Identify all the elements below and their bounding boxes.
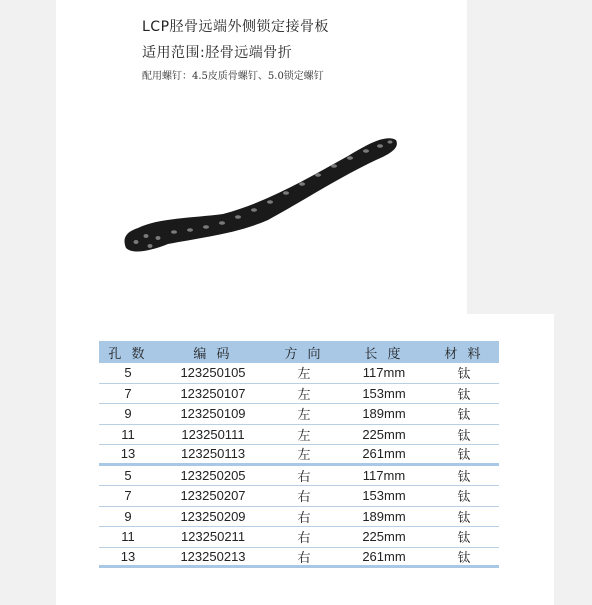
table-row [99,404,499,425]
cell-length: 153mm [362,385,406,401]
cell-direction: 左 [297,386,311,402]
cell-direction: 右 [297,489,311,505]
spec-table [99,341,499,568]
cell-material: 钛 [457,530,471,546]
table-row [99,527,499,548]
cell-length: 261mm [362,446,406,462]
table-header [99,341,499,363]
header-code: 编 码 [193,346,233,362]
cell-holes: 7 [124,385,132,401]
header-length: 长 度 [364,346,404,362]
product-title: LCP胫骨远端外侧锁定接骨板 [142,19,330,35]
cell-holes: 5 [124,467,132,483]
cell-length: 189mm [362,406,406,422]
cell-material: 钛 [457,447,471,463]
cell-material: 钛 [457,549,471,565]
table-row [99,548,499,569]
table-row [99,486,499,507]
cell-holes: 11 [121,529,135,545]
cell-direction: 右 [297,509,311,525]
cell-holes: 7 [124,488,132,504]
cell-material: 钛 [457,427,471,443]
cell-length: 117mm [362,467,406,483]
cell-material: 钛 [457,468,471,484]
scope-text: 适用范围:胫骨远端骨折 [142,45,293,61]
cell-material: 钛 [457,509,471,525]
cell-material: 钛 [457,407,471,423]
cell-code: 123250205 [180,467,246,483]
cell-holes: 13 [120,446,136,462]
cell-length: 117mm [362,365,406,381]
header-material: 材 料 [444,346,484,362]
table-row [99,507,499,528]
cell-length: 189mm [362,508,406,524]
cell-code: 123250209 [180,508,246,524]
cell-direction: 左 [297,447,311,463]
cell-code: 123250113 [180,446,246,462]
cell-direction: 左 [297,366,311,382]
cell-holes: 9 [124,508,132,524]
cell-direction: 左 [297,427,311,443]
cell-code: 123250111 [181,426,245,442]
cell-code: 123250105 [180,365,246,381]
header-direction: 方 向 [284,346,324,362]
cell-material: 钛 [457,386,471,402]
table-row [99,466,499,487]
cell-length: 225mm [362,529,406,545]
table-row [99,445,499,466]
cell-code: 123250211 [180,529,246,545]
cell-code: 123250213 [180,548,246,564]
screws-text: 配用螺钉：4.5皮质骨螺钉、5.0锁定螺钉 [142,71,324,82]
cell-code: 123250107 [180,385,246,401]
cell-code: 123250207 [180,488,246,504]
table-row [99,425,499,446]
cell-holes: 9 [124,406,132,422]
table-row [99,384,499,405]
cell-length: 261mm [362,548,406,564]
cell-material: 钛 [457,366,471,382]
cell-holes: 5 [124,365,132,381]
cell-length: 225mm [362,426,406,442]
bone-plate-image [118,126,402,260]
cell-material: 钛 [457,489,471,505]
table-row [99,363,499,384]
cell-code: 123250109 [180,406,246,422]
cell-direction: 左 [297,407,311,423]
cell-length: 153mm [362,488,406,504]
cell-holes: 11 [121,426,135,442]
cell-direction: 右 [297,530,311,546]
cell-direction: 右 [297,549,311,565]
cell-holes: 13 [120,548,136,564]
header-holes: 孔 数 [108,346,148,362]
cell-direction: 右 [297,468,311,484]
